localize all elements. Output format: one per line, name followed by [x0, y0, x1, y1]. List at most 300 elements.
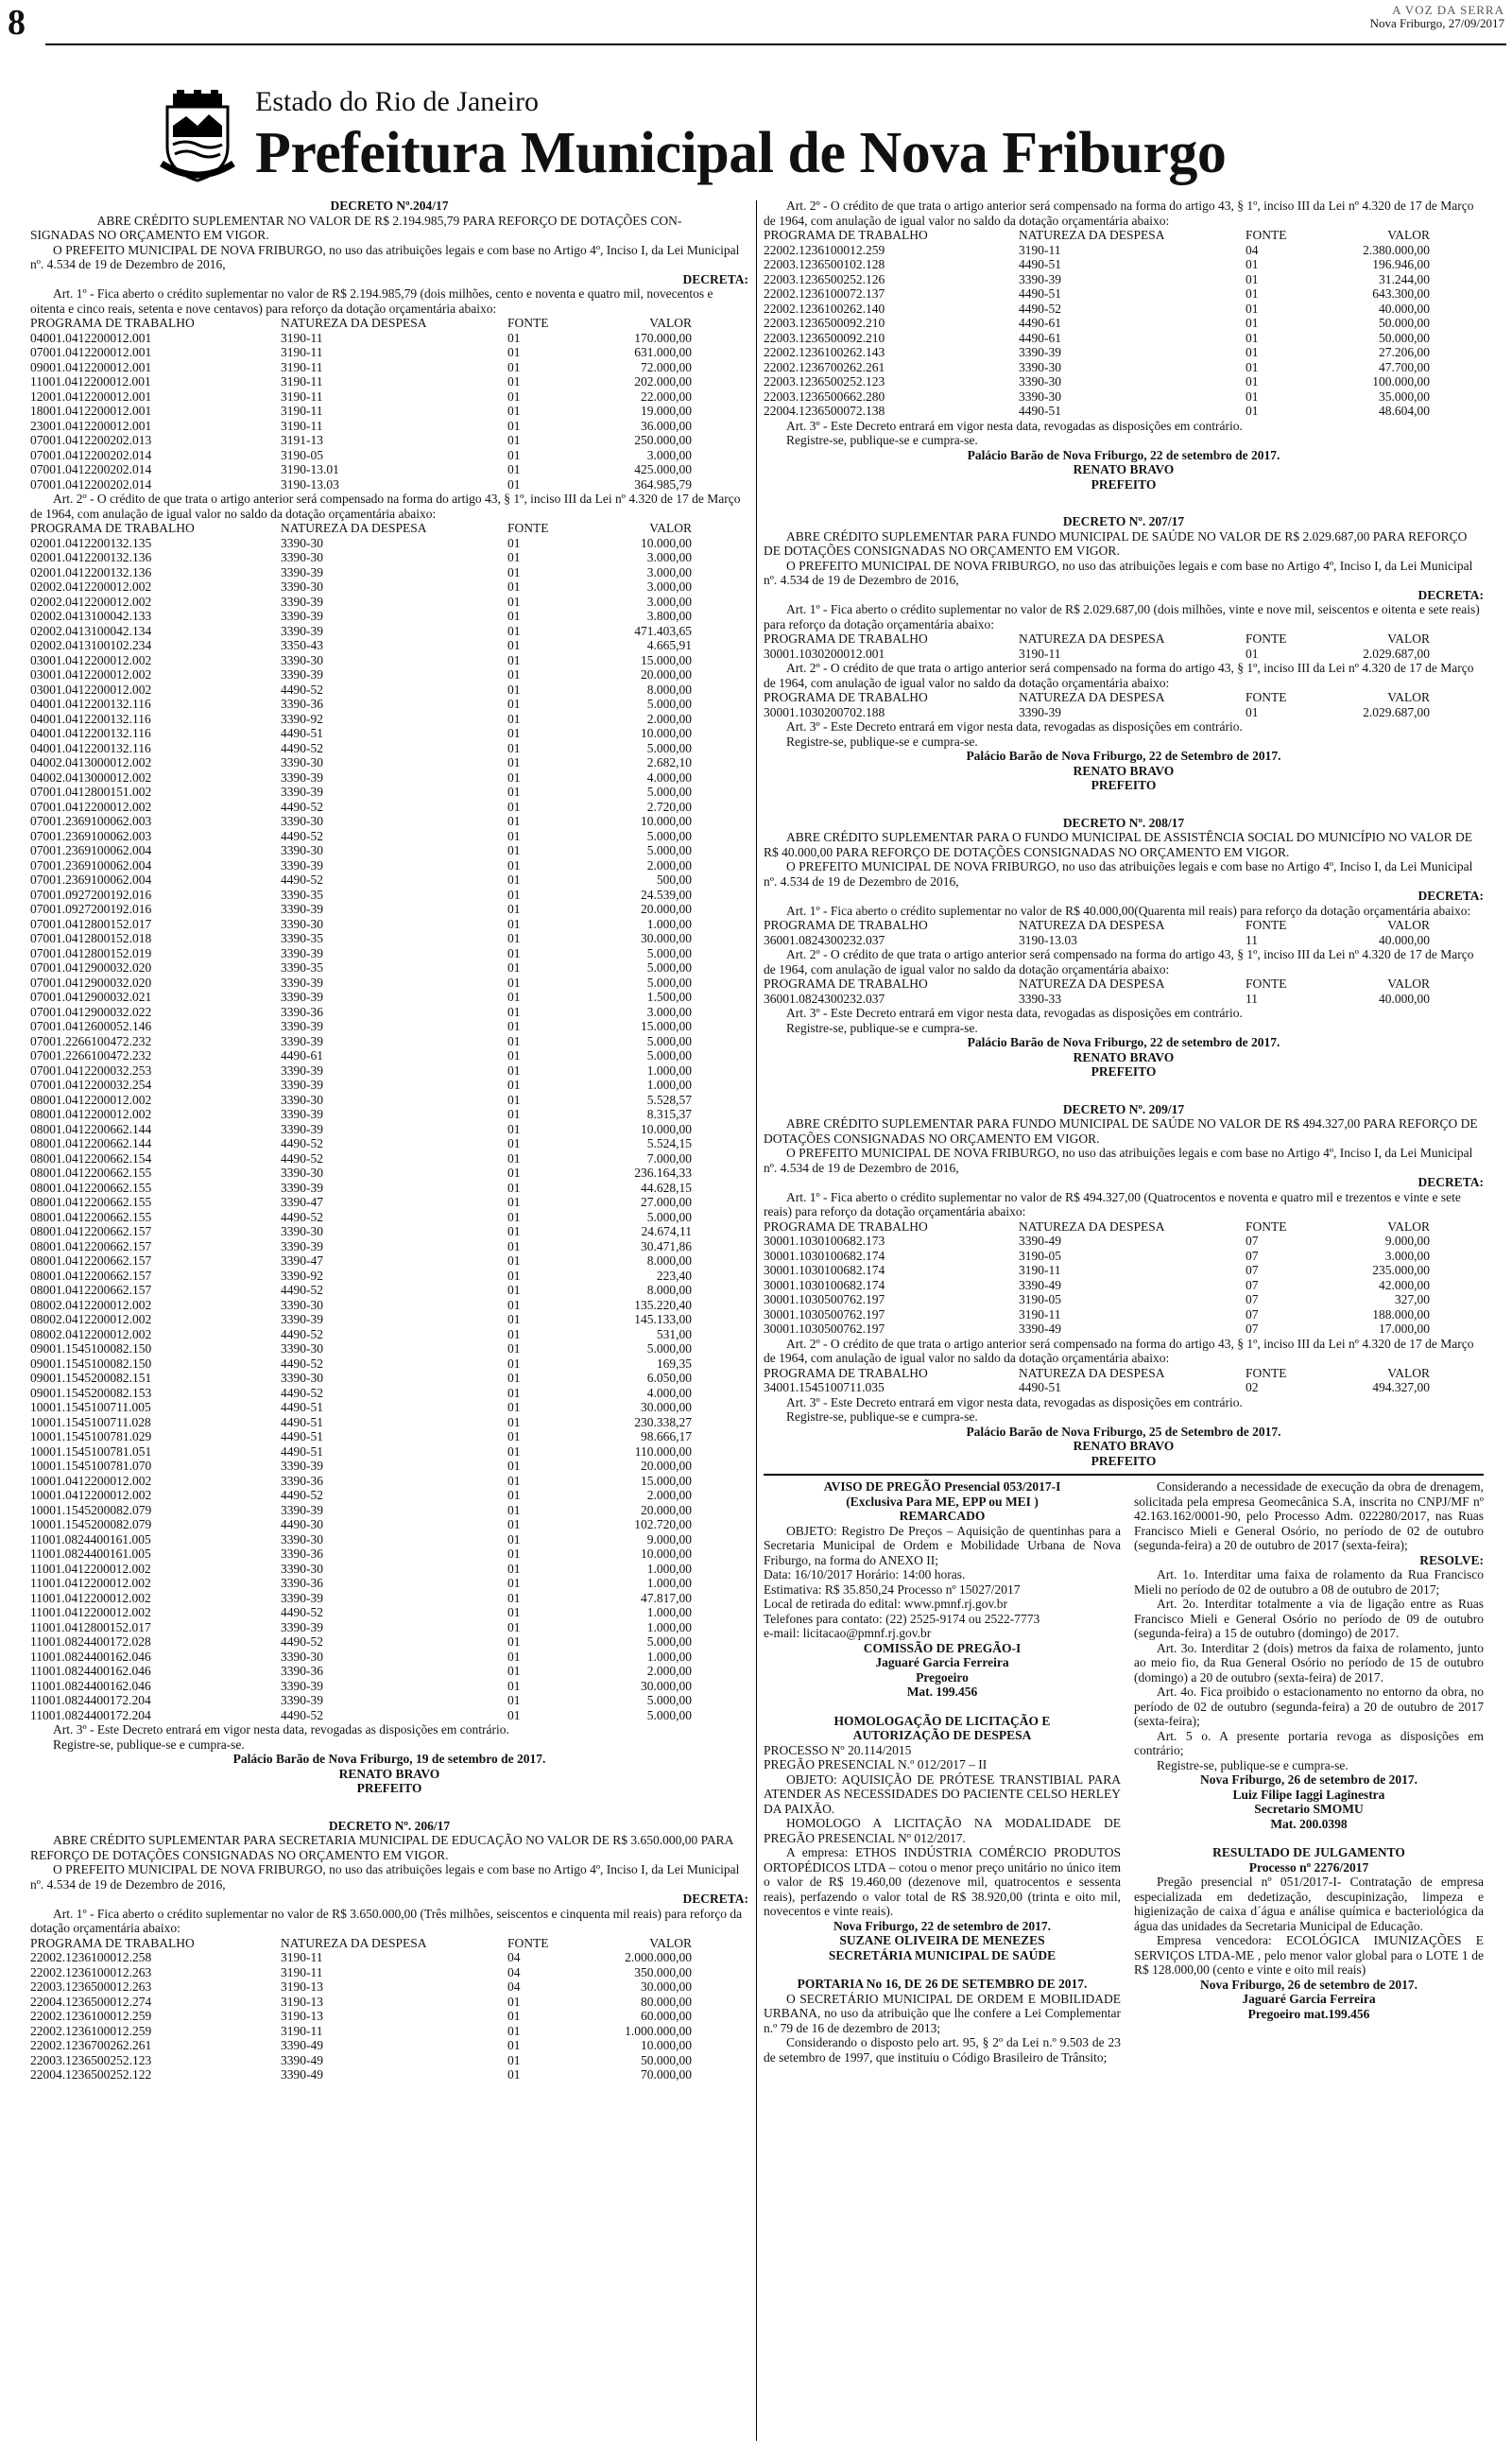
table-cell: 5.000,00 [646, 843, 692, 857]
paragraph: Pregão presencial nº 051/2017-I- Contratação de empresa especializada em dedetização, descupinização, limpeza e higienização de caixa d´água e análise química e bacteriológica da água das unidades da Secretaria Municipal de Educação. [1134, 1875, 1484, 1933]
table-cell: 11001.0412200012.002 [30, 1590, 151, 1605]
table-cell: 30001.1030100682.174 [764, 1277, 885, 1292]
table-cell: 4490-61 [1019, 316, 1061, 330]
table-row [30, 1591, 748, 1606]
table-cell: 01 [507, 1107, 521, 1121]
table-cell: 10001.1545100781.029 [30, 1429, 152, 1443]
table-cell: 4490-52 [281, 1488, 323, 1502]
table-row [30, 1298, 748, 1313]
table-row [30, 1459, 748, 1474]
table-cell: 01 [507, 330, 521, 345]
table-cell: 22003.1236500662.280 [764, 389, 885, 404]
table-cell: 3390-39 [281, 1678, 323, 1693]
table-cell: 01 [507, 1341, 521, 1356]
header-cell: NATUREZA DA DESPESA [1019, 976, 1165, 991]
table-cell: 3.000,00 [646, 1004, 692, 1019]
table-cell: 11001.0824400162.046 [30, 1664, 151, 1678]
table-row [30, 990, 748, 1005]
table-row [764, 360, 1484, 375]
table-cell: 11001.0824400161.005 [30, 1531, 151, 1547]
table-cell: 01 [507, 1634, 521, 1649]
table-row [30, 960, 748, 976]
table-cell: 3190-05 [1019, 1248, 1061, 1263]
header-cell: NATUREZA DA DESPESA [1019, 631, 1165, 646]
section-label: DECRETA: [1418, 1175, 1484, 1189]
table-cell: 01 [507, 1414, 521, 1429]
table-cell: 3390-39 [281, 594, 323, 609]
table-cell: 08001.0412200662.154 [30, 1150, 152, 1166]
table-cell: 3390-39 [281, 564, 323, 579]
section-label: DECRETA: [1418, 587, 1484, 602]
header-cell: NATUREZA DA DESPESA [281, 1935, 427, 1950]
table-cell: 01 [507, 1994, 521, 2009]
centered-line: Pregoeiro [916, 1669, 969, 1685]
table-row [30, 667, 748, 683]
table-cell: 4490-61 [1019, 330, 1061, 345]
table-cell: 01 [507, 1224, 521, 1238]
table-cell: 3.000,00 [646, 564, 692, 579]
masthead [165, 80, 1394, 194]
table-cell: 22003.1236500012.263 [30, 1979, 152, 1994]
paragraph: ABRE CRÉDITO SUPLEMENTAR PARA FUNDO MUNICIPAL DE SAÚDE NO VALOR DE R$ 494.327,00 PARA REFORÇO DE DOTAÇÕES CONSIGNADAS NO ORÇAMENTO EM VIGOR. [764, 1116, 1478, 1146]
paragraph: Art. 4o. Fica proibido o estacionamento no entorno da obra, no período de 02 de outubro (segunda-feira) a 20 de outubro de 2017 (sexta-feira); [1134, 1685, 1484, 1728]
table-cell: 31.244,00 [1379, 271, 1430, 286]
table-cell: 70.000,00 [641, 2067, 692, 2082]
table-row [30, 1634, 748, 1650]
table-cell: 01 [507, 1326, 521, 1341]
centered-line: Palácio Barão de Nova Friburgo, 22 de Setembro de 2017. [966, 749, 1281, 763]
table-row [30, 433, 748, 448]
table-cell: 07001.2369100062.003 [30, 814, 152, 828]
header-cell: FONTE [507, 1935, 549, 1950]
table-cell: 7.000,00 [646, 1150, 692, 1166]
table-cell: 01 [507, 1371, 521, 1385]
table-cell: 01 [507, 462, 521, 476]
table-cell: 01 [507, 652, 521, 667]
state-name: Estado do Rio de Janeiro [255, 86, 539, 117]
table-cell: 3390-30 [281, 652, 323, 667]
table-row [30, 1122, 748, 1137]
table-cell: 5.000,00 [646, 1707, 692, 1722]
table-cell: 3390-30 [281, 916, 323, 931]
table-cell: 01 [507, 1678, 521, 1693]
table-cell: 34001.1545100711.035 [764, 1380, 885, 1394]
table-cell: 47.817,00 [641, 1590, 692, 1605]
header-cell: VALOR [649, 316, 692, 330]
table-cell: 3190-13 [281, 1979, 323, 1994]
table-row [30, 653, 748, 668]
table-row [30, 1386, 748, 1401]
table-cell: 4490-51 [1019, 257, 1061, 271]
header-cell: NATUREZA DA DESPESA [281, 521, 427, 535]
table-cell: 4490-51 [1019, 1380, 1061, 1394]
table-cell: 3390-30 [281, 843, 323, 857]
table-cell: 2.000.000,00 [625, 1950, 692, 1964]
table-cell: 07001.0412900032.021 [30, 990, 152, 1004]
table-cell: 2.029.687,00 [1363, 646, 1430, 661]
table-header [764, 631, 1484, 647]
table-cell: 196.946,00 [1372, 257, 1430, 271]
table-cell: 30001.1030100682.173 [764, 1234, 885, 1248]
table-cell: 07001.0412200202.014 [30, 476, 152, 492]
table-cell: 643.300,00 [1372, 286, 1430, 301]
table-row [30, 1965, 748, 1980]
table-cell: 01 [507, 799, 521, 814]
table-row [30, 858, 748, 873]
table-cell: 327,00 [1394, 1292, 1430, 1306]
table-cell: 22002.1236100262.140 [764, 301, 885, 316]
table-cell: 145.133,00 [634, 1312, 692, 1326]
table-cell: 3.000,00 [646, 579, 692, 594]
table-cell: 631.000,00 [634, 345, 692, 359]
table-cell: 04001.0412200132.116 [30, 711, 151, 726]
table-cell: 22003.1236500252.126 [764, 271, 885, 286]
table-cell: 08002.0412200012.002 [30, 1312, 152, 1326]
right-column-decrees [764, 199, 1484, 1468]
paragraph: Registre-se, publique-se e cumpra-se. [1157, 1757, 1349, 1772]
table-cell: 12001.0412200012.001 [30, 389, 152, 404]
header-cell: FONTE [507, 521, 549, 535]
table-cell: 3390-39 [281, 1693, 323, 1707]
table-row [30, 2024, 748, 2039]
centered-line: Palácio Barão de Nova Friburgo, 22 de setembro de 2017. [967, 1035, 1280, 1049]
table-cell: 01 [507, 1531, 521, 1547]
header-cell: PROGRAMA DE TRABALHO [764, 976, 928, 991]
header-cell: PROGRAMA DE TRABALHO [30, 1935, 195, 1950]
table-cell: 4490-52 [281, 1605, 323, 1619]
table-cell: 22002.1236100012.258 [30, 1950, 152, 1964]
table-row [30, 917, 748, 932]
table-cell: 01 [507, 726, 521, 740]
table-cell: 3390-36 [281, 1473, 323, 1488]
table-cell: 01 [507, 769, 521, 785]
table-cell: 01 [1246, 359, 1259, 374]
table-cell: 250.000,00 [634, 433, 692, 447]
table-cell: 9.000,00 [646, 1531, 692, 1547]
section-label: DECRETA: [1418, 889, 1484, 903]
table-header [764, 1219, 1484, 1235]
page-number: 8 [8, 3, 26, 43]
table-cell: 3390-35 [281, 931, 323, 945]
table-cell: 03001.0412200012.002 [30, 667, 152, 682]
table-cell: 3190-11 [281, 389, 323, 404]
paragraph: OBJETO: Registro De Preços – Aquisição de quentinhas para a Secretaria Municipal de Ordem e Mobilidade Urbana de Nova Friburgo, na forma do ANEXO II; [764, 1523, 1121, 1567]
table-cell: 4490-61 [281, 1048, 323, 1063]
table-row [30, 1283, 748, 1298]
table-cell: 22002.1236700262.261 [764, 359, 885, 374]
table-cell: 3190-13 [281, 1994, 323, 2009]
table-cell: 202.000,00 [634, 374, 692, 389]
table-cell: 30001.1030100682.174 [764, 1263, 885, 1277]
table-row [30, 331, 748, 346]
table-cell: 4490-52 [281, 1136, 323, 1150]
table-cell: 01 [507, 887, 521, 902]
table-cell: 494.327,00 [1372, 1380, 1430, 1394]
header-cell: FONTE [1246, 918, 1287, 932]
table-row [30, 1166, 748, 1181]
header-cell: PROGRAMA DE TRABALHO [764, 918, 928, 932]
header-cell: NATUREZA DA DESPESA [1019, 228, 1165, 242]
table-cell: 08002.0412200012.002 [30, 1326, 152, 1341]
table-cell: 11001.0412200012.001 [30, 374, 151, 389]
table-cell: 01 [507, 1019, 521, 1033]
table-row [30, 448, 748, 463]
table-cell: 3390-30 [281, 1166, 323, 1180]
table-cell: 5.000,00 [646, 1634, 692, 1649]
table-row [764, 1249, 1484, 1264]
table-cell: 22003.1236500252.123 [30, 2052, 152, 2067]
table-cell: 3390-39 [281, 1033, 323, 1048]
table-row [30, 1005, 748, 1020]
table-row [30, 1517, 748, 1532]
table-cell: 01 [507, 1004, 521, 1019]
table-cell: 10001.1545200082.079 [30, 1502, 152, 1517]
table-cell: 01 [507, 1063, 521, 1078]
table-cell: 3390-39 [281, 1312, 323, 1326]
table-cell: 3390-49 [281, 2067, 323, 2082]
header-cell: VALOR [1387, 918, 1430, 932]
table-cell: 01 [507, 623, 521, 638]
table-cell: 3390-39 [281, 1619, 323, 1634]
table-cell: 01 [507, 476, 521, 492]
table-cell: 01 [507, 1253, 521, 1268]
table-cell: 01 [507, 345, 521, 359]
header-cell: NATUREZA DA DESPESA [1019, 1365, 1165, 1380]
centered-line: SECRETÁRIA MUNICIPAL DE SAÚDE [828, 1947, 1057, 1962]
table-cell: 3390-49 [1019, 1277, 1061, 1292]
table-cell: 4490-52 [1019, 301, 1061, 316]
table-cell: 188.000,00 [1372, 1306, 1430, 1322]
table-cell: 4490-52 [281, 682, 323, 697]
paragraph: A empresa: ETHOS INDÚSTRIA COMÉRCIO PRODUTOS ORTOPÉDICOS LTDA – cotou o menor preço unitário no único item o valor de R$ 19.460,00 (dezenove mil, quatrocentos e sessenta reais), perfazendo o valor total de R$ 38.920,00 (trinta e oito mil, novecentos e vinte reais). [764, 1845, 1121, 1918]
table-cell: 3390-33 [1019, 991, 1061, 1006]
table-row [30, 2067, 748, 2082]
table-cell: 01 [507, 740, 521, 755]
table-cell: 01 [507, 1195, 521, 1209]
table-cell: 01 [507, 1033, 521, 1048]
table-cell: 3.000,00 [646, 550, 692, 564]
notices-right [1134, 1479, 1484, 2065]
table-cell: 4490-51 [1019, 286, 1061, 301]
table-row [30, 579, 748, 595]
centered-line: RENATO BRAVO [1073, 1049, 1175, 1064]
table-row [30, 609, 748, 624]
centered-line: DECRETO Nº. 206/17 [328, 1818, 451, 1833]
table-cell: 01 [507, 1356, 521, 1371]
paragraph: Art. 1º - Fica aberto o crédito suplementar no valor de R$ 40.000,00(Quarenta mil reais) para reforço da dotação orçamentária abaixo: [786, 903, 1471, 918]
table-cell: 3390-30 [281, 755, 323, 769]
table-cell: 30001.1030500762.197 [764, 1322, 885, 1336]
table-cell: 3390-39 [281, 1078, 323, 1092]
header-cell: FONTE [1246, 976, 1287, 991]
table-cell: 01 [507, 1605, 521, 1619]
table-cell: 3390-30 [281, 1531, 323, 1547]
section-rule [764, 1474, 1484, 1476]
table-cell: 1.000,00 [646, 1576, 692, 1590]
table-cell: 30001.1030100682.174 [764, 1248, 885, 1263]
table-cell: 07001.0412900032.022 [30, 1004, 152, 1019]
table-cell: 170.000,00 [634, 330, 692, 345]
table-row [764, 345, 1484, 360]
table-row [30, 1532, 748, 1547]
table-cell: 4490-51 [1019, 404, 1061, 418]
paragraph: Considerando a necessidade de execução da obra de drenagem, solicitada pela empresa Geomecânica S.A, inscrita no CNPJ/MF nº 42.163.162/0001-90, pelo Processo Adm. 022280/2017, nas Ruas Francisco Mieli e General Osório, no período de 02 de outubro (segunda-feira) a 20 de outubro de 2017 (sexta-feira); [1134, 1479, 1484, 1552]
table-row [30, 888, 748, 903]
table-cell: 01 [507, 1312, 521, 1326]
table-cell: 10001.1545100711.005 [30, 1400, 151, 1414]
table-cell: 07 [1246, 1263, 1259, 1277]
table-row [30, 1979, 748, 1995]
table-cell: 235.000,00 [1372, 1263, 1430, 1277]
table-cell: 01 [1246, 301, 1259, 316]
table-cell: 01 [507, 579, 521, 594]
header-cell: VALOR [649, 1935, 692, 1950]
table-cell: 11001.0412200012.002 [30, 1561, 151, 1576]
table-cell: 02 [1246, 1380, 1259, 1394]
table-cell: 01 [507, 1136, 521, 1150]
table-cell: 01 [507, 1502, 521, 1517]
table-header [764, 690, 1484, 705]
table-row [30, 404, 748, 419]
centered-line: Palácio Barão de Nova Friburgo, 22 de setembro de 2017. [967, 447, 1280, 462]
table-cell: 169,35 [656, 1356, 692, 1371]
table-cell: 07001.0412200202.014 [30, 462, 152, 476]
paragraph: PREGÃO PRESENCIAL N.º 012/2017 – II [764, 1757, 988, 1771]
table-cell: 3190-11 [1019, 242, 1061, 257]
table-cell: 4490-52 [281, 1150, 323, 1166]
table-cell: 3190-11 [281, 418, 323, 433]
table-cell: 3390-39 [281, 1238, 323, 1253]
table-cell: 1.000,00 [646, 1619, 692, 1634]
table-cell: 3190-11 [281, 330, 323, 345]
table-cell: 3390-30 [281, 535, 323, 550]
table-cell: 01 [507, 1693, 521, 1707]
table-cell: 22004.1236500072.138 [764, 404, 885, 418]
table-cell: 09001.1545100082.150 [30, 1341, 152, 1356]
header-cell: NATUREZA DA DESPESA [1019, 1218, 1165, 1234]
table-row [30, 462, 748, 477]
table-cell: 07001.2266100472.232 [30, 1033, 152, 1048]
table-row [30, 829, 748, 844]
table-cell: 01 [507, 1297, 521, 1312]
table-cell: 22002.1236100012.263 [30, 1964, 152, 1979]
centered-line: REMARCADO [899, 1509, 986, 1523]
table-cell: 1.000,00 [646, 916, 692, 931]
table-cell: 08001.0412200012.002 [30, 1092, 152, 1107]
table-cell: 04001.0412200132.116 [30, 697, 151, 711]
table-cell: 3390-39 [281, 769, 323, 785]
table-row [30, 389, 748, 405]
table-cell: 02002.0412200012.002 [30, 579, 152, 594]
centered-line: Processo nº 2276/2017 [1248, 1859, 1369, 1875]
table-cell: 3390-30 [281, 550, 323, 564]
table-row [764, 374, 1484, 389]
paragraph: ABRE CRÉDITO SUPLEMENTAR PARA SECRETARIA MUNICIPAL DE EDUCAÇÃO NO VALOR DE R$ 3.650.000,00 PARA REFORÇO DE DOTAÇÕES CONSIGNADAS NO ORÇAMENTO EM VIGOR. [30, 1833, 733, 1862]
table-cell: 500,00 [656, 873, 692, 887]
table-cell: 01 [507, 828, 521, 843]
paragraph: O PREFEITO MUNICIPAL DE NOVA FRIBURGO, no uso das atribuições legais e com base no Artigo 4º, Inciso I, da Lei Municipal nº. 4.534 de 19 de Dezembro de 2016, [30, 242, 740, 271]
table-cell: 3190-05 [1019, 1292, 1061, 1306]
table-cell: 01 [507, 1707, 521, 1722]
centered-line: Luiz Filipe Iaggi Laginestra [1232, 1787, 1385, 1802]
paragraph: Art. 1º - Fica aberto o crédito suplementar no valor de R$ 2.194.985,79 (dois milhões, cento e noventa e quatro mil, novecentos e oitenta e cinco reais, setenta e nove centavos) para reforço da dotação orçamentária abaixo: [30, 286, 713, 316]
table-cell: 10.000,00 [641, 814, 692, 828]
table-cell: 08001.0412200662.144 [30, 1121, 152, 1136]
table-cell: 3390-30 [1019, 374, 1061, 389]
table-header [30, 316, 748, 331]
table-row [30, 1181, 748, 1196]
table-cell: 4490-52 [281, 1707, 323, 1722]
table-row [764, 316, 1484, 331]
table-cell: 08001.0412200662.155 [30, 1195, 152, 1209]
table-row [30, 374, 748, 389]
table-header [764, 1366, 1484, 1381]
centered-line: Jaguaré Garcia Ferreira [875, 1655, 1009, 1669]
table-cell: 3390-30 [281, 1561, 323, 1576]
table-cell: 07001.0412200012.001 [30, 345, 152, 359]
table-cell: 01 [507, 1590, 521, 1605]
table-cell: 01 [507, 418, 521, 433]
table-cell: 22002.1236100262.143 [764, 345, 885, 359]
table-cell: 24.674,11 [641, 1224, 692, 1238]
centered-line: Palácio Barão de Nova Friburgo, 25 de Setembro de 2017. [966, 1424, 1281, 1439]
table-row [30, 1093, 748, 1108]
table-cell: 6.050,00 [646, 1371, 692, 1385]
table-header [764, 228, 1484, 243]
table-cell: 01 [507, 711, 521, 726]
centered-line: Nova Friburgo, 22 de setembro de 2017. [833, 1918, 1051, 1933]
table-row [30, 1210, 748, 1225]
table-cell: 01 [507, 638, 521, 652]
table-row [764, 992, 1484, 1007]
table-cell: 01 [507, 594, 521, 609]
table-row [30, 1562, 748, 1577]
table-cell: 07001.0927200192.016 [30, 887, 152, 902]
table-cell: 15.000,00 [641, 1473, 692, 1488]
table-cell: 5.000,00 [646, 785, 692, 799]
table-cell: 3390-39 [281, 667, 323, 682]
table-cell: 07001.2266100472.232 [30, 1048, 152, 1063]
table-cell: 07001.0412900032.020 [30, 975, 152, 990]
prefecture-title: Prefeitura Municipal de Nova Friburgo [255, 121, 1227, 185]
centered-line: DECRETO Nº. 207/17 [1062, 514, 1185, 528]
table-cell: 4490-51 [281, 726, 323, 740]
table-cell: 09001.1545100082.150 [30, 1356, 152, 1371]
table-cell: 01 [507, 2052, 521, 2067]
centered-line: DECRETO Nº.204/17 [330, 199, 449, 213]
table-cell: 3390-30 [281, 1297, 323, 1312]
table-row [30, 419, 748, 434]
table-cell: 3190-13.03 [281, 476, 339, 492]
table-cell: 01 [1246, 271, 1259, 286]
table-cell: 01 [507, 814, 521, 828]
table-cell: 3390-39 [1019, 345, 1061, 359]
table-cell: 5.000,00 [646, 960, 692, 975]
table-cell: 4490-52 [281, 1385, 323, 1400]
table-cell: 27.206,00 [1379, 345, 1430, 359]
spacer [764, 1080, 1484, 1102]
table-row [30, 1547, 748, 1562]
table-cell: 22004.1236500012.274 [30, 1994, 152, 2009]
table-cell: 4490-51 [281, 1429, 323, 1443]
header-cell: FONTE [507, 316, 549, 330]
table-cell: 3390-36 [281, 697, 323, 711]
table-cell: 3190-11 [281, 1964, 323, 1979]
table-cell: 10001.0412200012.002 [30, 1473, 152, 1488]
table-cell: 01 [507, 755, 521, 769]
paragraph: Registre-se, publique-se e cumpra-se. [786, 734, 978, 749]
table-cell: 01 [1246, 316, 1259, 330]
